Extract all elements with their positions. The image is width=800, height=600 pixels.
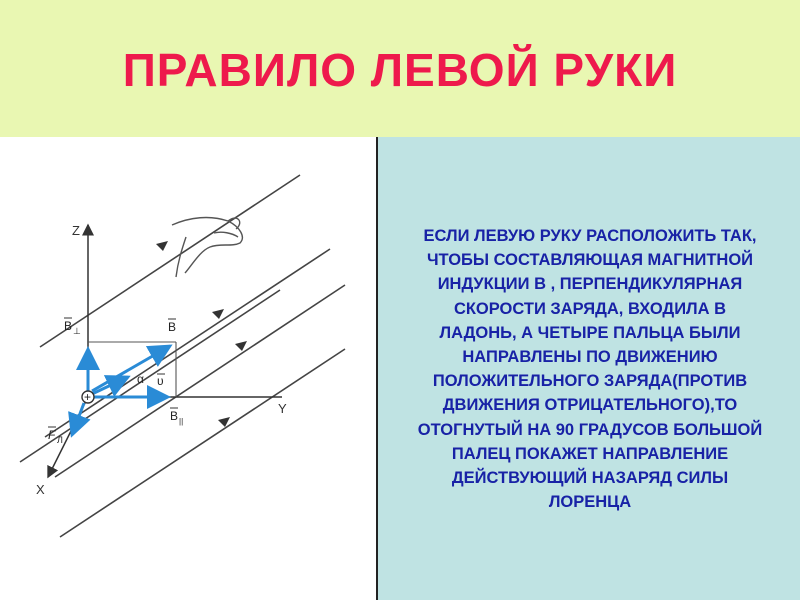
field-arrowhead <box>235 341 247 351</box>
rule-line: ЛАДОНЬ, А ЧЕТЫРЕ ПАЛЬЦА БЫЛИ <box>439 323 741 342</box>
hand-sketch <box>172 218 242 277</box>
rule-line: ИНДУКЦИИ В , ПЕРПЕНДИКУЛЯРНАЯ <box>437 275 743 294</box>
rule-line: ДВИЖЕНИЯ ОТРИЦАТЕЛЬНОГО),ТО <box>442 396 738 415</box>
axes <box>48 225 282 477</box>
x-axis-label: X <box>36 482 45 497</box>
b-label: B <box>168 320 177 334</box>
left-hand-rule-figure <box>0 137 376 600</box>
field-line <box>60 349 345 537</box>
charge-sign: + <box>84 390 92 404</box>
rule-line: ЛОРЕНЦА <box>548 493 632 512</box>
field-line <box>55 285 345 477</box>
alpha-label: α <box>137 372 144 386</box>
rule-line: ПАЛЕЦ ПОКАЖЕТ НАПРАВЛЕНИЕ <box>451 444 729 463</box>
rule-line: ЕСЛИ ЛЕВУЮ РУКУ РАСПОЛОЖИТЬ ТАК, <box>423 227 757 245</box>
field-arrowhead <box>212 309 224 319</box>
rule-line: ДЕЙСТВУЮЩИЙ НАЗАРЯД СИЛЫ <box>451 469 729 488</box>
b-perp-label: B <box>64 319 73 333</box>
rule-text <box>378 224 800 514</box>
vector-overbars <box>48 318 178 427</box>
f-subscript: Л <box>57 435 63 445</box>
b-parallel-subscript: || <box>179 417 184 426</box>
title-banner <box>0 0 800 137</box>
rule-line: ПОЛОЖИТЕЛЬНОГО ЗАРЯДА(ПРОТИВ <box>432 372 748 391</box>
rule-line: НАПРАВЛЕНЫ ПО ДВИЖЕНИЮ <box>462 348 718 367</box>
v-label: υ <box>157 374 164 388</box>
y-axis-label: Y <box>278 401 287 416</box>
rule-text-panel <box>376 137 800 600</box>
rule-line: ОТОГНУТЫЙ НА 90 ГРАДУСОВ БОЛЬШОЙ <box>417 420 763 439</box>
b-parallel-label: B <box>170 409 179 423</box>
field-arrowhead <box>156 241 168 251</box>
rule-line: ЧТОБЫ СОСТАВЛЯЮЩАЯ МАГНИТНОЙ <box>426 251 754 270</box>
magnetic-field-lines <box>20 175 345 537</box>
rule-line: СКОРОСТИ ЗАРЯДА, ВХОДИЛА В <box>453 299 727 318</box>
slide-title: ПРАВИЛО ЛЕВОЙ РУКИ <box>122 44 678 96</box>
f-label: F <box>48 428 56 442</box>
b-perp-subscript: ⊥ <box>73 326 81 336</box>
figure-drawing <box>0 137 376 600</box>
z-axis-label: Z <box>72 223 80 238</box>
f-vector <box>72 403 84 435</box>
